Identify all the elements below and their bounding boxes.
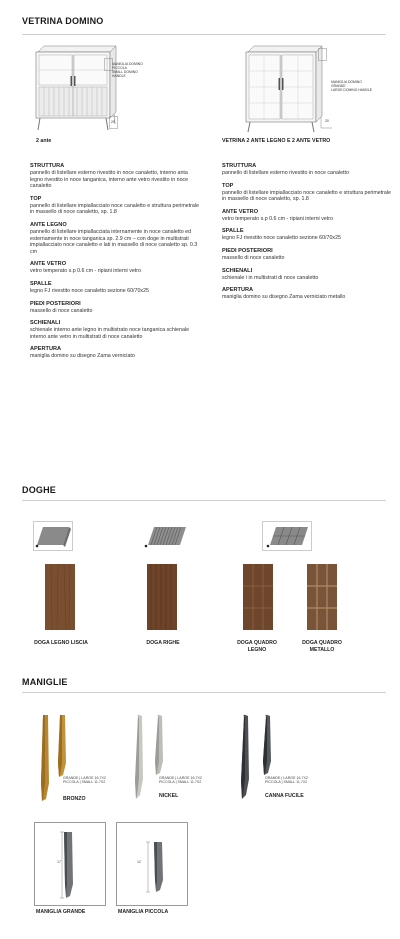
handle-dim-small: PICCOLA | SMALL 11.7X2 xyxy=(159,780,202,785)
spec-item xyxy=(30,261,200,275)
spec-heading: ANTE VETRO xyxy=(30,261,67,268)
callout-large-handle xyxy=(331,80,375,92)
handle-finish-name: BRONZO xyxy=(63,796,86,802)
spec-text: pannello di listellare impiallacciato noce canaletto e struttura perimetrale in massello di noce canaletto, sp. 1.8 xyxy=(30,202,200,216)
handle-image-bronzo xyxy=(36,713,72,805)
callout-line-3: SMALL DOMINO HANDLE xyxy=(112,70,138,78)
callout-line-2: GRANDE xyxy=(331,84,346,88)
spec-item xyxy=(222,209,392,223)
doga-sample-quadro-metallo xyxy=(307,564,337,630)
handle-dim-small: PICCOLA | SMALL 11.7X2 xyxy=(265,780,308,785)
callout-line-2: PICCOLA xyxy=(112,66,127,70)
spec-text: massello di noce canaletto xyxy=(30,307,93,314)
spec-list-left xyxy=(30,163,200,366)
handle-size-value: 17 xyxy=(57,860,61,864)
spec-text: vetro temperato s.p 0.6 cm - ripiani interni vetro xyxy=(222,215,333,222)
handle-size-box-grande xyxy=(34,822,106,906)
doga-profile-liscia xyxy=(33,521,73,551)
doga-sample-quadro-legno xyxy=(243,564,273,630)
spec-text: pannello di listellare esterno rivestito in noce canaletto xyxy=(222,170,349,176)
handle-dim-large: GRANDE | LARGE 16.7X2 xyxy=(63,776,106,780)
doga-label: DOGA RIGHE xyxy=(146,640,180,646)
spec-item xyxy=(30,320,200,340)
spec-text: maniglia domino su disegno Zama verniciato metallo xyxy=(222,294,346,301)
handle-size-box-piccola xyxy=(116,822,188,906)
spec-heading: APERTURA xyxy=(30,346,62,353)
spec-heading: SCHIENALI xyxy=(222,267,253,274)
handle-finish-name: NICKEL xyxy=(159,793,179,799)
spec-text: legno FJ rivestito noce canaletto sezione 60/70x25 xyxy=(30,287,149,294)
spec-item xyxy=(222,248,392,262)
callout-line-1: MANIGLIA DOMINO xyxy=(331,80,362,84)
handle-finish-name: CANNA FUCILE xyxy=(265,793,304,799)
caption-2-ante: 2 ante xyxy=(36,138,52,144)
handle-dim-small: PICCOLA | SMALL 11.7X2 xyxy=(63,780,106,785)
spec-heading: ANTE LEGNO xyxy=(30,221,67,228)
section-title-maniglie: MANIGLIE xyxy=(22,677,68,687)
spec-heading: STRUTTURA xyxy=(30,163,65,169)
handle-dims-nickel xyxy=(159,776,202,785)
spec-item xyxy=(30,281,200,295)
spec-heading: SPALLE xyxy=(222,228,244,235)
handle-size-name: MANIGLIA PICCOLA xyxy=(118,909,169,915)
doga-sample-righe xyxy=(147,564,177,630)
spec-text: vetro temperato s.p 0.6 cm - ripiani interni vetro xyxy=(30,268,141,275)
spec-item xyxy=(30,196,200,216)
spec-heading: STRUTTURA xyxy=(222,163,257,169)
spec-heading: SCHIENALI xyxy=(30,320,61,327)
doga-label: DOGA QUADRO LEGNO xyxy=(237,640,277,653)
spec-text: pannello di listellare impiallacciato noce canaletto e struttura perimetrale in massello di noce canaletto, sp. 1.8 xyxy=(222,189,392,203)
spec-item xyxy=(30,301,200,315)
spec-text: pannello di listellare esterno rivestito in noce canaletto, interno anta legno rivestito in noce tanganica, interno ante vetro rivestito in noce canaletto xyxy=(30,170,189,190)
doga-profile-righe xyxy=(140,521,190,551)
spec-text: schienale interno ante legno in multistrato noce tanganica schienale interno ante vetro in multistrati di noce canaletto xyxy=(30,327,190,340)
callout-line-1: MANIGLIA DOMINO xyxy=(112,62,143,66)
spec-item xyxy=(30,346,200,360)
spec-text: pannello di listellare impiallacciata internamente in noce canaletto ed esternamente in noce tanganica sp. 2.9 cm – con doge in multistrati impiallacciato noce canaletto e lati in massello di noce canaletto sp. 0.3 cm xyxy=(30,228,198,255)
spec-heading: SPALLE xyxy=(30,280,52,287)
spec-text: schienale i in multistrati di noce canaletto xyxy=(222,274,319,281)
section-divider xyxy=(22,692,386,693)
spec-item xyxy=(222,183,392,203)
doga-label: DOGA LEGNO LISCIA xyxy=(34,640,88,646)
handle-image-nickel xyxy=(130,713,170,805)
handle-dim-large: GRANDE | LARGE 16.7X2 xyxy=(159,776,202,780)
callout-small-handle xyxy=(112,62,152,78)
section-divider xyxy=(22,500,386,501)
handle-dims-canna-fucile xyxy=(265,776,308,785)
handle-image-canna-fucile xyxy=(236,713,276,805)
spec-heading: TOP xyxy=(222,182,234,189)
doga-profile-quadro xyxy=(262,521,312,551)
handle-dim-large: GRANDE | LARGE 16.7X2 xyxy=(265,776,308,780)
spec-heading: PIEDI POSTERIORI xyxy=(222,247,273,254)
section-title-vetrina: VETRINA DOMINO xyxy=(22,16,104,26)
spec-heading: PIEDI POSTERIORI xyxy=(30,300,81,307)
dimension-value: 20 xyxy=(111,120,115,124)
spec-item xyxy=(222,287,392,301)
spec-text: legno FJ rivestito noce canaletto sezione 60/70x25 xyxy=(222,235,341,242)
spec-item xyxy=(30,222,200,255)
handle-dims-bronzo xyxy=(63,776,106,785)
spec-item xyxy=(222,228,392,242)
section-title-doghe: DOGHE xyxy=(22,485,57,495)
spec-item xyxy=(222,163,392,177)
spec-text: maniglia domino su disegno Zama verniciato xyxy=(30,353,135,360)
spec-heading: ANTE VETRO xyxy=(222,208,259,215)
dimension-value: 20 xyxy=(325,119,329,123)
spec-heading: APERTURA xyxy=(222,287,254,294)
handle-size-name: MANIGLIA GRANDE xyxy=(36,909,86,915)
handle-size-value: 12 xyxy=(137,860,141,864)
section-divider xyxy=(22,34,386,35)
spec-item xyxy=(30,163,200,190)
doga-sample-legno-liscia xyxy=(45,564,75,630)
spec-heading: TOP xyxy=(30,195,42,202)
spec-list-right xyxy=(222,163,392,307)
doga-label: DOGA QUADRO METALLO xyxy=(302,640,342,653)
callout-box xyxy=(318,48,328,62)
callout-line-3: LARGE DOMINO HANDLE xyxy=(331,88,373,92)
spec-text: massello di noce canaletto xyxy=(222,254,285,261)
callout-box xyxy=(104,58,114,72)
caption-2-ante-legno-vetro: VETRINA 2 ANTE LEGNO E 2 ANTE VETRO xyxy=(222,138,331,144)
spec-item xyxy=(222,268,392,282)
